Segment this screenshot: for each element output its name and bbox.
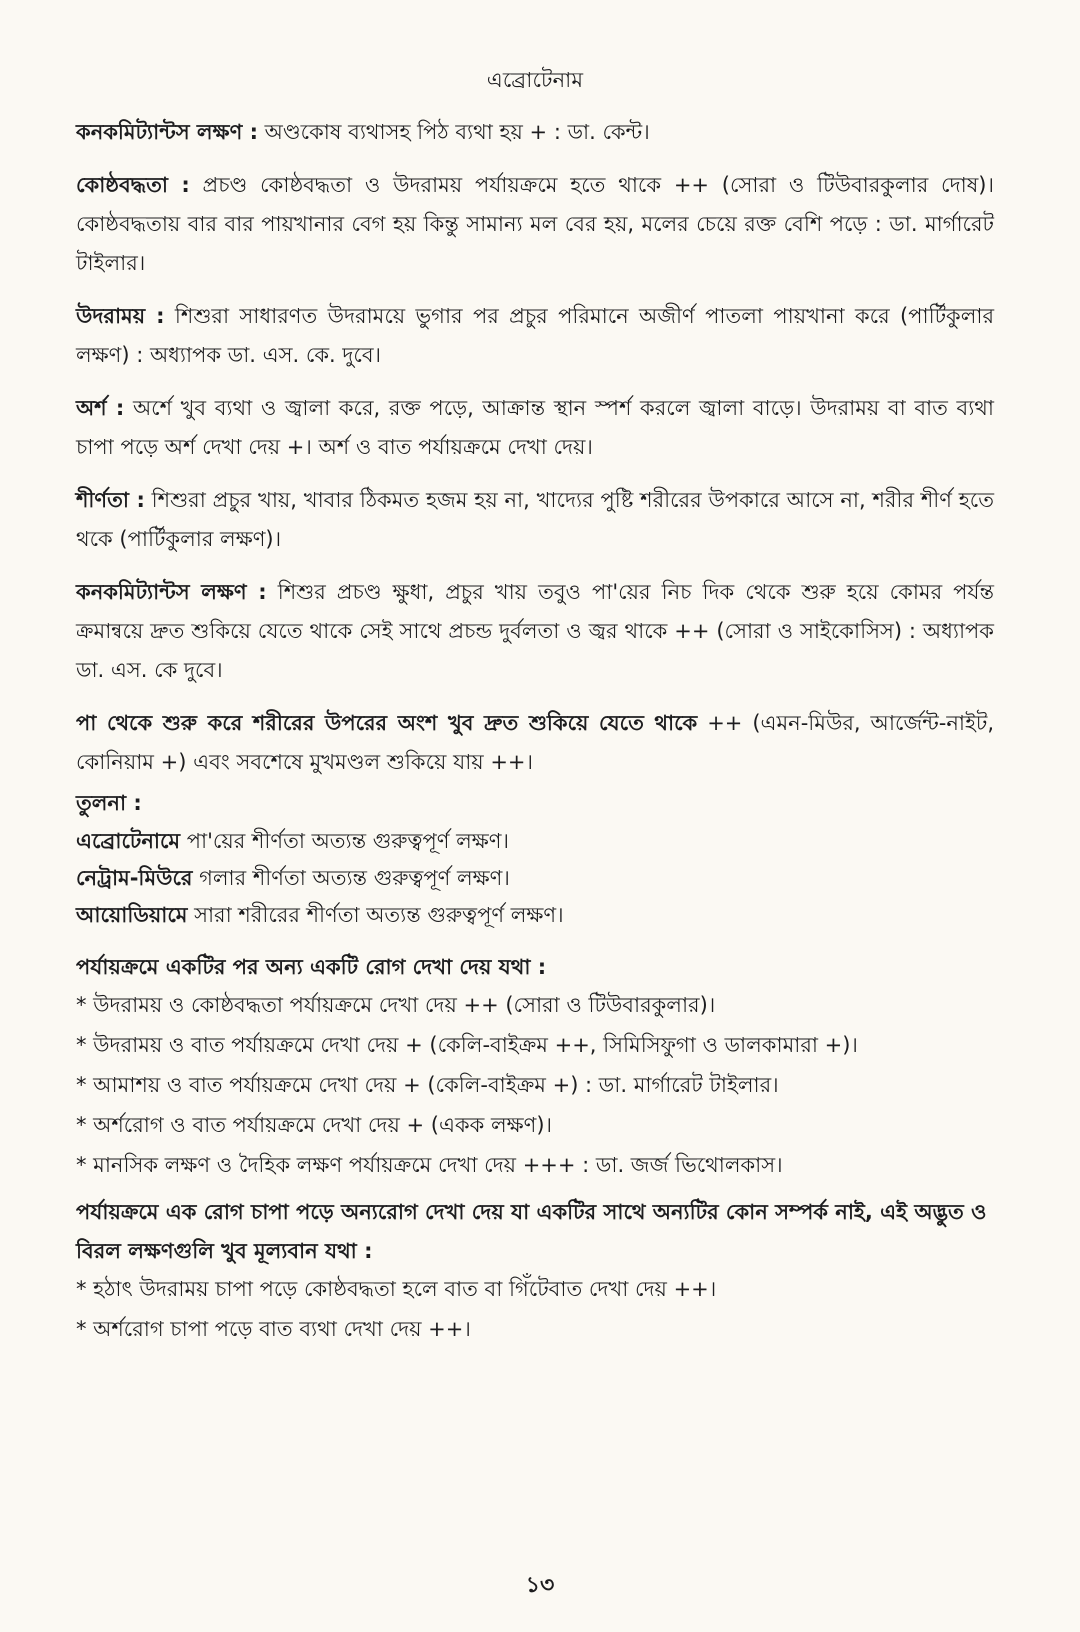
comparison-line (76, 897, 994, 934)
paragraph-constipation (76, 166, 994, 283)
paragraph-text: প্রচণ্ড কোষ্ঠবদ্ধতা ও উদরাময় পর্যায়ক্রমে হতে থাকে ++ (সোরা ও টিউবারকুলার দোষ)। কোষ্ঠবদ্ধতায় বার বার পায়খানার বেগ হয় কিন্তু সামান্য মল বের হয়, মলের চেয়ে রক্ত বেশি পড়ে : ডা. মার্গারেট টাইলার। (76, 173, 994, 275)
suppression-heading: পর্যায়ক্রমে এক রোগ চাপা পড়ে অন্যরোগ দেখা দেয় যা একটির সাথে অন্যটির কোন সম্পর্ক নাই, এই অদ্ভুত ও বিরল লক্ষণগুলি খুব মূল্যবান যথা : (76, 1200, 987, 1263)
comparison-line (76, 823, 994, 860)
list-item: * উদরাময় ও কোষ্ঠবদ্ধতা পর্যায়ক্রমে দেখা দেয় ++ (সোরা ও টিউবারকুলার)। (76, 993, 716, 1017)
paragraph-concomitant-1 (76, 113, 994, 152)
list-item: * আমাশয় ও বাত পর্যায়ক্রমে দেখা দেয় + (কেলি-বাইক্রম +) : ডা. মার্গারেট টাইলার। (76, 1073, 779, 1097)
remedy-name: এব্রোটেনামে (76, 829, 181, 853)
paragraph-diarrhoea (76, 297, 994, 375)
comparison-heading: তুলনা : (76, 791, 142, 815)
comparison-text: সারা শরীরের শীর্ণতা অত্যন্ত গুরুত্বপূর্ণ লক্ষণ। (187, 903, 564, 927)
paragraph-text: শিশুর প্রচণ্ড ক্ষুধা, প্রচুর খায় তবুও পা'য়ের নিচ দিক থেকে শুরু হয়ে কোমর পর্যন্ত ক্রমান্বয়ে দ্রুত শুকিয়ে যেতে থাকে সেই সাথে প্রচন্ড দুর্বলতা ও জ্বর থাকে ++ (সোরা ও সাইকোসিস) : অধ্যাপক ডা. এস. কে দুবে। (76, 580, 994, 682)
section-gap (76, 934, 994, 948)
list-item: * উদরাময় ও বাত পর্যায়ক্রমে দেখা দেয় + (কেলি-বাইক্রম ++, সিমিসিফুগা ও ডালকামারা +)। (76, 1033, 858, 1057)
comparison-section (76, 784, 994, 934)
paragraph-term: কনকমিট্যান্টস লক্ষণ : (76, 580, 267, 604)
paragraph-text: ++ (এমন-মিউর, আর্জেন্ট-নাইট, কোনিয়াম +) এবং সবশেষে মুখমণ্ডল শুকিয়ে যায় ++। (76, 711, 994, 774)
paragraph-term: কনকমিট্যান্টস লক্ষণ : (76, 120, 258, 144)
remedy-name: নেট্রাম-মিউরে (76, 866, 193, 890)
alternation-section (76, 948, 994, 1184)
paragraph-term: কোষ্ঠবদ্ধতা : (76, 173, 190, 197)
paragraph-term: পা থেকে শুরু করে শরীরের উপরের অংশ খুব দ্রুত শুকিয়ে যেতে থাকে (76, 711, 698, 735)
book-page (76, 64, 994, 1351)
list-item: * অর্শরোগ চাপা পড়ে বাত ব্যথা দেখা দেয় ++। (76, 1317, 471, 1341)
paragraph-text: শিশুরা সাধারণত উদরাময়ে ভুগার পর প্রচুর পরিমানে অজীর্ণ পাতলা পায়খানা করে (পার্টিকুলার লক্ষণ) : অধ্যাপক ডা. এস. কে. দুবে। (76, 304, 994, 367)
comparison-text: পা'য়ের শীর্ণতা অত্যন্ত গুরুত্বপূর্ণ লক্ষণ। (180, 829, 509, 853)
paragraph-text: অণ্ডকোষ ব্যথাসহ পিঠ ব্যথা হয় + : ডা. কেন্ট। (257, 120, 650, 144)
paragraph-term: উদরাময় : (76, 304, 165, 328)
remedy-name: আয়োডিয়ামে (76, 903, 188, 927)
paragraph-term: শীর্ণতা : (76, 488, 145, 512)
alternation-heading: পর্যায়ক্রমে একটির পর অন্য একটি রোগ দেখা দেয় যথা : (76, 955, 547, 979)
paragraph-term: অর্শ : (76, 396, 125, 420)
paragraph-emaciation (76, 481, 994, 559)
paragraph-text: শিশুরা প্রচুর খায়, খাবার ঠিকমত হজম হয় না, খাদ্যের পুষ্টি শরীরের উপকারে আসে না, শরীর শীর্ণ হতে থকে (পার্টিকুলার লক্ষণ)। (76, 488, 995, 551)
list-item: * মানসিক লক্ষণ ও দৈহিক লক্ষণ পর্যায়ক্রমে দেখা দেয় +++ : ডা. জর্জ ভিথোলকাস। (76, 1153, 783, 1177)
paragraph-piles (76, 389, 994, 467)
running-head: এব্রোটেনাম (486, 68, 584, 92)
suppression-section (76, 1193, 994, 1348)
list-item: * হঠাৎ উদরাময় চাপা পড়ে কোষ্ঠবদ্ধতা হলে বাত বা গিঁটেবাত দেখা দেয় ++। (76, 1277, 717, 1301)
paragraph-concomitant-2 (76, 573, 994, 690)
comparison-line (76, 860, 994, 897)
paragraph-ascending-emaciation (76, 704, 994, 782)
page-number: ১৩ (525, 1573, 555, 1598)
list-item: * অর্শরোগ ও বাত পর্যায়ক্রমে দেখা দেয় + (একক লক্ষণ)। (76, 1113, 553, 1137)
paragraph-text: অর্শে খুব ব্যথা ও জ্বালা করে, রক্ত পড়ে, আক্রান্ত স্থান স্পর্শ করলে জ্বালা বাড়ে। উদরাময় বা বাত ব্যথা চাপা পড়ে অর্শ দেখা দেয় +। অর্শ ও বাত পর্যায়ক্রমে দেখা দেয়। (76, 396, 994, 459)
comparison-text: গলার শীর্ণতা অত্যন্ত গুরুত্বপূর্ণ লক্ষণ। (192, 866, 510, 890)
